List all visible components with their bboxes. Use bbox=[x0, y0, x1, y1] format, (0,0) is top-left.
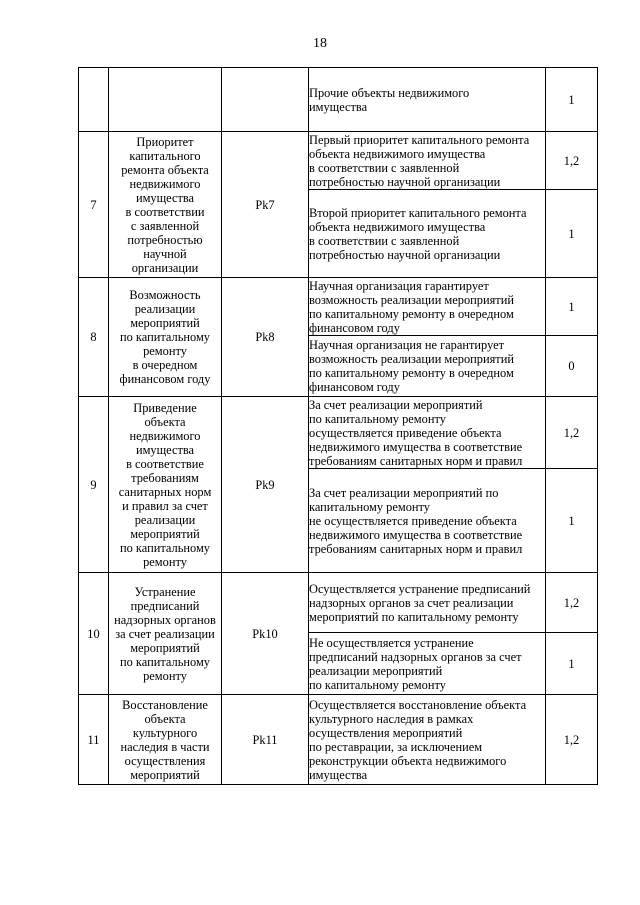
table-row bbox=[79, 68, 598, 132]
criterion-name-cell bbox=[109, 573, 222, 695]
criterion-name: Восстановление объекта культурного наследия в части осуществления мероприятий bbox=[120, 697, 210, 782]
criterion-name-cell bbox=[109, 132, 222, 278]
option-value: 1 bbox=[568, 226, 575, 241]
option-description: За счет реализации мероприятий по капитальному ремонту осуществляется приведение объекта недвижимого имущества в соответствие требованиям санитарных норм и правил bbox=[309, 397, 523, 468]
table-row bbox=[79, 397, 598, 469]
criterion-name: Возможность реализации мероприятий по капитальному ремонту в очередном финансовом году bbox=[119, 288, 211, 386]
option-description-cell bbox=[309, 695, 546, 785]
option-value: 1,2 bbox=[563, 153, 580, 168]
option-value: 1 bbox=[568, 299, 575, 314]
criterion-code-cell bbox=[222, 278, 309, 397]
option-value: 1,2 bbox=[563, 732, 580, 747]
criterion-name: Устранение предписаний надзорных органов за счет реализации мероприятий по капитальному ремонту bbox=[114, 584, 216, 683]
criterion-code-cell bbox=[222, 397, 309, 573]
criterion-number: 10 bbox=[87, 626, 100, 641]
option-value-cell bbox=[546, 336, 598, 397]
option-description: За счет реализации мероприятий по капитальному ремонту не осуществляется приведение объекта недвижимого имущества в соответствие требованиям санитарных норм и правил bbox=[309, 485, 523, 556]
table-row bbox=[79, 695, 598, 785]
criterion-number-cell bbox=[79, 695, 109, 785]
criterion-code: Pk9 bbox=[255, 477, 275, 492]
criterion-number: 8 bbox=[90, 330, 97, 344]
criterion-name-cell bbox=[109, 278, 222, 397]
criterion-code-cell bbox=[222, 695, 309, 785]
option-value: 1 bbox=[568, 513, 575, 528]
option-value-cell bbox=[546, 695, 598, 785]
criterion-name: Приоритет капитального ремонта объекта недвижимого имущества в соответствии с заявленной потребностью научной организации bbox=[121, 134, 209, 275]
option-description-cell bbox=[309, 397, 546, 469]
criterion-code-cell bbox=[222, 573, 309, 695]
option-value: 1,2 bbox=[563, 595, 580, 610]
criterion-name-cell bbox=[109, 397, 222, 573]
criterion-code-cell bbox=[222, 132, 309, 278]
option-description-cell bbox=[309, 573, 546, 633]
criteria-table bbox=[78, 67, 598, 785]
option-description-cell bbox=[309, 278, 546, 336]
option-value: 1 bbox=[568, 92, 575, 107]
criterion-number-cell bbox=[79, 132, 109, 278]
criterion-code: Pk10 bbox=[252, 626, 278, 641]
option-value-cell bbox=[546, 469, 598, 573]
option-value: 0 bbox=[568, 359, 575, 373]
option-value-cell bbox=[546, 190, 598, 278]
option-description: Не осуществляется устранение предписаний надзорных органов за счет реализации мероприятий по капитальному ремонту bbox=[309, 635, 522, 692]
option-value-cell bbox=[546, 397, 598, 469]
page-number: 18 bbox=[313, 36, 327, 51]
table-row bbox=[79, 132, 598, 190]
option-value-cell bbox=[546, 278, 598, 336]
option-description-cell bbox=[309, 132, 546, 190]
criterion-name-cell bbox=[109, 68, 222, 132]
criterion-code: Pk7 bbox=[255, 197, 275, 212]
criterion-number-cell bbox=[79, 573, 109, 695]
option-value-cell bbox=[546, 132, 598, 190]
criterion-name: Приведение объекта недвижимого имущества в соответствие требованиям санитарных норм и правил за счет реализации мероприятий по капитальному ремонту bbox=[118, 400, 212, 569]
option-description: Осуществляется восстановление объекта культурного наследия в рамках осуществления мероприятий по реставрации, за исключением реконструкции объекта недвижимого имущества bbox=[309, 697, 527, 782]
option-description: Осуществляется устранение предписаний надзорных органов за счет реализации мероприятий по капитальному ремонту bbox=[309, 581, 531, 624]
option-value: 1,2 bbox=[563, 425, 580, 440]
option-value: 1 bbox=[568, 656, 575, 671]
table-row bbox=[79, 278, 598, 336]
criterion-number-cell bbox=[79, 397, 109, 573]
option-description-cell bbox=[309, 68, 546, 132]
option-description: Научная организация не гарантирует возможность реализации мероприятий по капитальному ремонту в очередном финансовом году bbox=[309, 338, 514, 394]
option-description: Первый приоритет капитального ремонта объекта недвижимого имущества в соответствии с заявленной потребностью научной организации bbox=[309, 132, 530, 189]
criterion-number-cell bbox=[79, 278, 109, 397]
criterion-number: 7 bbox=[90, 197, 97, 212]
option-value-cell bbox=[546, 633, 598, 695]
table-row bbox=[79, 573, 598, 633]
criterion-name-cell bbox=[109, 695, 222, 785]
criterion-number-cell bbox=[79, 68, 109, 132]
option-description: Второй приоритет капитального ремонта объекта недвижимого имущества в соответствии с заявленной потребностью научной организации bbox=[309, 205, 527, 262]
option-value-cell bbox=[546, 573, 598, 633]
criterion-code: Pk8 bbox=[255, 330, 275, 344]
option-description-cell bbox=[309, 633, 546, 695]
criterion-code: Pk11 bbox=[252, 732, 278, 747]
option-description: Научная организация гарантирует возможность реализации мероприятий по капитальному ремонту в очередном финансовом году bbox=[309, 278, 514, 335]
option-description-cell bbox=[309, 336, 546, 397]
option-description-cell bbox=[309, 469, 546, 573]
option-description-cell bbox=[309, 190, 546, 278]
criterion-number: 11 bbox=[87, 732, 100, 747]
criterion-number: 9 bbox=[90, 477, 97, 492]
option-value-cell bbox=[546, 68, 598, 132]
criterion-code-cell bbox=[222, 68, 309, 132]
option-description: Прочие объекты недвижимого имущества bbox=[309, 85, 470, 114]
